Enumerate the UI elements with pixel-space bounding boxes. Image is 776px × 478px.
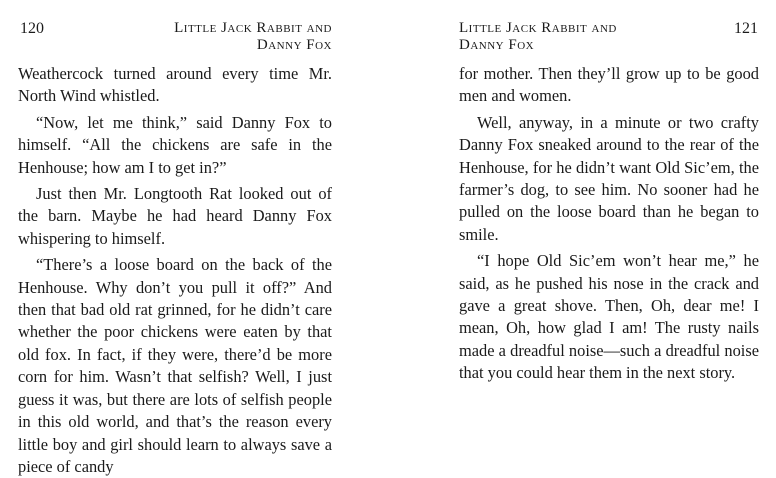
running-head-line: Little Jack Rabbit and [174, 20, 332, 36]
left-page [0, 0, 388, 476]
running-head-line: Danny Fox [459, 37, 535, 53]
page-number: 120 [20, 20, 44, 37]
body-text [459, 63, 759, 385]
running-head [174, 20, 332, 54]
body-text [18, 63, 332, 478]
page-number: 121 [734, 20, 758, 37]
paragraph: “I hope Old Sic’em won’t hear me,” he said, as he pushed his nose in the crack and gave a great shove. Then, Oh, dear me! I mean, Oh, how glad I am! The rusty nails made a dreadful noise—such a dreadful noise that you could hear them in the next story. [459, 251, 759, 383]
running-head-line: Little Jack Rabbit and [459, 20, 617, 36]
paragraph: Just then Mr. Longtooth Rat looked out of the barn. Maybe he had heard Danny Fox whispering to himself. [18, 184, 332, 248]
paragraph: “Now, let me think,” said Danny Fox to himself. “All the chickens are safe in the Henhouse; how am I to get in?” [18, 112, 332, 177]
running-head-line: Danny Fox [256, 37, 332, 53]
running-head [459, 20, 617, 54]
paragraph: “There’s a loose board on the back of the Henhouse. Why don’t you pull it off?” And then that bad old rat grinned, for he didn’t care whether the poor chickens were eaten by that old fox. In fact, if they were, there’d be more corn for him. Wasn’t that selfish? Well, I just guess it was, but there are lots of selfish people in this old world, and that’s the reason every little boy and girl should learn to always save a piece of candy [18, 255, 332, 476]
right-page [388, 0, 776, 466]
paragraph: for mother. Then they’ll grow up to be good men and women. [459, 64, 759, 106]
paragraph: Well, anyway, in a minute or two crafty Danny Fox sneaked around to the rear of the Henhouse, for he didn’t want Old Sic’em, the farmer’s dog, to see him. No sooner had he pulled on the loose board than he began to smile. [459, 112, 759, 244]
paragraph: Weathercock turned around every time Mr. North Wind whistled. [18, 64, 332, 106]
